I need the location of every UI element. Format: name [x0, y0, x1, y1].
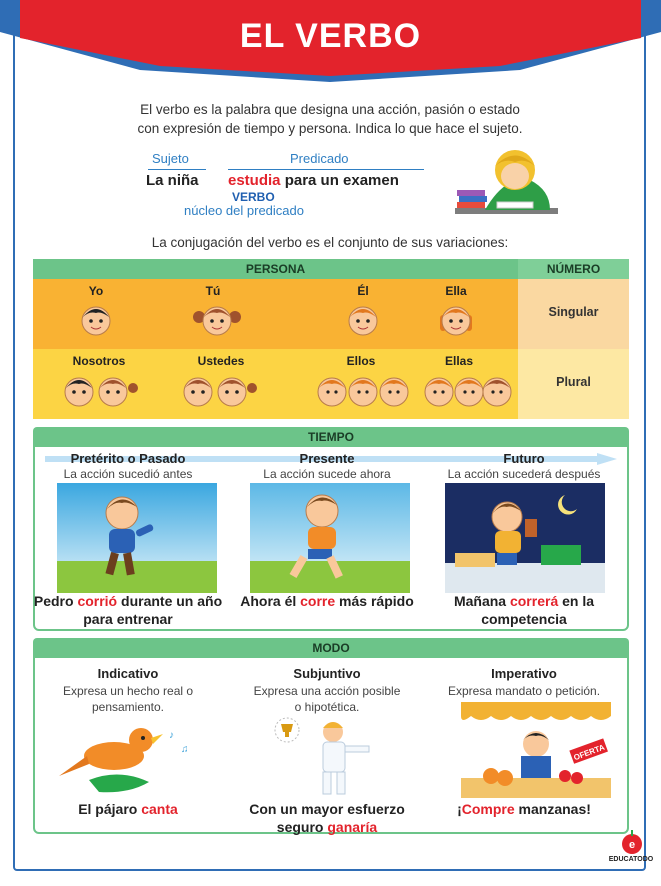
- caption-text: manzanas!: [514, 801, 591, 817]
- intro-line-1: El verbo es la palabra que designa una acción, pasión o estado: [140, 102, 520, 117]
- pronoun-ustedes: Ustedes: [197, 354, 245, 368]
- running-boy-past-illustration: [57, 483, 217, 593]
- page-title: EL VERBO: [239, 17, 422, 55]
- tiempo-futuro-title: Futuro: [503, 451, 545, 466]
- svg-text:♪: ♪: [169, 730, 174, 741]
- intro-text: [60, 100, 600, 138]
- modo-imperativo-sub: [429, 683, 619, 699]
- nucleus-label: núcleo del predicado: [184, 203, 304, 218]
- tiempo-presente-sub: La acción sucede ahora: [263, 467, 391, 481]
- modo-subjuntivo-title: Subjuntivo: [293, 666, 361, 681]
- sub-line: pensamiento.: [91, 700, 165, 714]
- modo-section: [33, 638, 629, 834]
- pronoun-ellas: Ellas: [444, 354, 474, 368]
- caption-verb: Compre: [461, 801, 515, 817]
- tiempo-header: TIEMPO: [33, 427, 629, 447]
- tiempo-presente-caption: [232, 592, 422, 610]
- faces-ustedes-icon: [178, 372, 258, 408]
- running-boy-present-illustration: [250, 483, 410, 593]
- face-ella-icon: [438, 303, 474, 337]
- modo-indicativo-title: Indicativo: [97, 666, 159, 681]
- caption-text: Con un mayor esfuerzo seguro: [249, 801, 405, 835]
- verb-word: estudia: [228, 172, 281, 189]
- faces-ellos-icon: [315, 372, 411, 408]
- modo-indicativo-caption: [33, 800, 223, 818]
- intro-line-2: con expresión de tiempo y persona. Indica lo que hace el sujeto.: [137, 121, 523, 136]
- tiempo-pasado-sub: La acción sucedió antes: [63, 467, 193, 481]
- sub-line: Expresa un hecho real o: [62, 684, 194, 698]
- svg-text:e: e: [628, 839, 636, 851]
- caption-text: ¡: [457, 801, 462, 817]
- pronoun-ellos: Ellos: [346, 354, 376, 368]
- pronoun-nosotros: Nosotros: [72, 354, 126, 368]
- persona-table: [33, 259, 629, 419]
- girl-studying-illustration: [455, 140, 560, 225]
- face-tu-icon: [193, 303, 241, 337]
- sub-line: o hipotética.: [294, 700, 360, 714]
- number-header: NÚMERO: [518, 259, 629, 279]
- tiempo-futuro-caption: [429, 592, 619, 628]
- sub-line: Expresa mandato o petición.: [447, 684, 601, 698]
- caption-text: durante un año para entrenar: [83, 593, 223, 627]
- oferta-sign-text: OFERTA: [572, 742, 606, 763]
- tiempo-section: [33, 427, 629, 631]
- plural-label: Plural: [556, 375, 591, 389]
- predicate-label: Predicado: [290, 151, 349, 166]
- subject-label: Sujeto: [152, 151, 189, 166]
- caption-verb: canta: [141, 801, 178, 817]
- fruit-vendor-illustration: [461, 702, 611, 798]
- face-el-icon: [346, 303, 380, 337]
- karate-kid-trophy-illustration: [267, 716, 387, 798]
- tiempo-pasado-caption: [33, 592, 223, 628]
- predicate-underline: [228, 169, 424, 170]
- brand-name: EDUCATODO: [608, 856, 654, 863]
- pronoun-yo: Yo: [88, 284, 104, 298]
- faces-ellas-icon: [421, 372, 513, 408]
- predicate-rest: para un examen: [284, 172, 399, 189]
- tiempo-futuro-sub: La acción sucederá después: [447, 467, 601, 481]
- caption-text: Mañana: [453, 593, 510, 609]
- modo-subjuntivo-caption: [232, 800, 422, 836]
- pronoun-el: Él: [357, 284, 369, 298]
- caption-text: en la competencia: [481, 593, 595, 627]
- tiempo-pasado-title: Pretérito o Pasado: [70, 451, 186, 466]
- subject-text: La niña: [146, 172, 199, 189]
- caption-text: Ahora él: [240, 593, 301, 609]
- modo-header: MODO: [33, 638, 629, 658]
- faces-nosotros-icon: [59, 372, 139, 408]
- face-yo-icon: [79, 303, 113, 337]
- caption-text: más rápido: [335, 593, 414, 609]
- singular-label: Singular: [548, 305, 599, 319]
- svg-text:♫: ♫: [181, 744, 189, 755]
- modo-subjuntivo-sub: [232, 683, 422, 715]
- caption-text: Pedro: [33, 593, 78, 609]
- caption-verb: corrió: [77, 593, 118, 609]
- boy-with-trophy-future-illustration: [445, 483, 605, 593]
- caption-verb: correrá: [509, 593, 559, 609]
- predicate-text: [228, 172, 399, 189]
- tiempo-presente-title: Presente: [299, 451, 355, 466]
- subject-underline: [148, 169, 206, 170]
- pronoun-ella: Ella: [445, 284, 467, 298]
- conjugation-text: La conjugación del verbo es el conjunto de sus variaciones:: [151, 235, 509, 250]
- sub-line: Expresa una acción posible: [253, 684, 401, 698]
- persona-header: PERSONA: [33, 259, 518, 279]
- pronoun-tu: Tú: [205, 284, 221, 298]
- modo-indicativo-sub: [33, 683, 223, 715]
- singing-bird-illustration: [59, 716, 199, 796]
- verb-label: VERBO: [232, 190, 275, 204]
- caption-verb: corre: [300, 593, 336, 609]
- caption-text: El pájaro: [78, 801, 142, 817]
- modo-imperativo-title: Imperativo: [491, 666, 557, 681]
- caption-verb: ganaría: [327, 819, 378, 835]
- modo-imperativo-caption: [429, 800, 619, 818]
